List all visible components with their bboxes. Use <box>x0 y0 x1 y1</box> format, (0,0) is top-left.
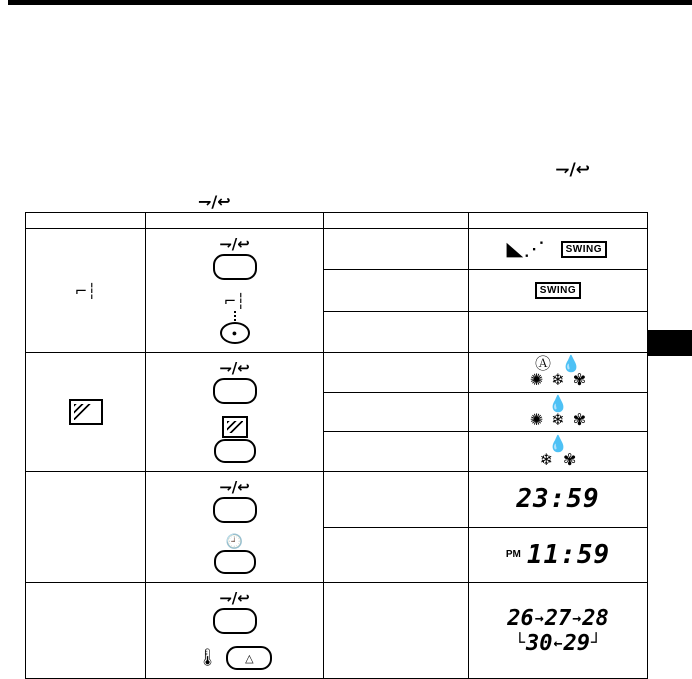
mode-button-label: ⇁/↩ <box>219 359 250 377</box>
row-swing-display-3 <box>469 311 648 352</box>
swing-button-label: ⇁/↩ <box>219 235 250 253</box>
loop-arrow-icon-top-right: ⇁/↩ <box>555 160 590 180</box>
snow-icon: ❄ <box>539 449 553 469</box>
row-mode-display-3 <box>469 432 648 472</box>
table-row <box>26 583 648 679</box>
row-temp-display <box>469 583 648 679</box>
row-mode-display-1 <box>469 353 648 393</box>
row-mode-display-2 <box>469 392 648 432</box>
louver-pointer-icon: ⌐┆ <box>223 292 246 310</box>
row-clock-button-cell <box>146 472 324 583</box>
clock-meridiem: PM <box>505 549 521 561</box>
temp-sequence-bottom <box>515 631 602 656</box>
auto-A-icon: Ⓐ <box>535 354 552 374</box>
arrow-right-icon: → <box>572 609 582 627</box>
drop-icon: 💧 <box>561 354 581 374</box>
drop-icon: 💧 <box>548 393 568 413</box>
row-swing-state-2 <box>324 270 469 311</box>
temp-value-26: 26 <box>507 605 534 631</box>
swing-badge-2: SWING <box>535 282 581 299</box>
clock-loop-button[interactable] <box>213 497 257 523</box>
louver-swing-icon: ◣⋰ <box>506 238 546 261</box>
row-temp-function-cell <box>26 583 146 679</box>
wrap-right-icon: ┘ <box>591 633 602 653</box>
row-temp-button-cell <box>146 583 324 679</box>
operation-table <box>25 212 648 679</box>
row-clock-state-1 <box>324 472 469 528</box>
fan-icon: ✾ <box>572 370 587 390</box>
table-header-row <box>26 213 648 229</box>
row-clock-state-2 <box>324 527 469 583</box>
row-clock-display-12h <box>469 527 648 583</box>
drop-icon: 💧 <box>548 433 568 453</box>
table-row <box>26 353 648 393</box>
wrap-left-icon: └ <box>514 633 525 653</box>
page-side-tab <box>648 330 692 356</box>
fan-icon: ✾ <box>563 449 577 469</box>
row-clock-function-cell <box>26 472 146 583</box>
table-row <box>26 229 648 270</box>
sun-icon: ✺ <box>529 409 544 429</box>
swing-badge-1: SWING <box>561 241 607 258</box>
table-header-cell-3 <box>324 213 469 229</box>
connector-dotted-line <box>234 311 236 321</box>
loop-arrow-icon-above-table: ⇁/↩ <box>198 192 231 211</box>
triangle-button-icon[interactable]: △ <box>226 646 272 670</box>
thermometer-icon: 🌡 <box>196 648 219 668</box>
arrow-left-icon: ← <box>553 634 563 652</box>
mode-button[interactable] <box>214 439 256 463</box>
temp-value-27: 27 <box>544 605 572 631</box>
row-temp-state-1 <box>324 583 469 679</box>
arrow-right-icon: → <box>534 609 544 627</box>
louver-icon: ⌐┆ <box>74 281 97 300</box>
temp-sequence-top <box>507 606 609 631</box>
clock-button-label: ⇁/↩ <box>219 478 250 496</box>
row-mode-state-3 <box>324 432 469 472</box>
row-clock-display-24h <box>469 472 648 528</box>
table-row <box>26 472 648 528</box>
clock-value-24h: 23:59 <box>516 484 600 515</box>
temp-value-28: 28 <box>582 605 609 631</box>
row-swing-function-cell <box>26 229 146 353</box>
mode-loop-button[interactable] <box>213 378 257 404</box>
row-swing-display-2 <box>469 270 648 311</box>
row-mode-function-cell <box>26 353 146 472</box>
clock-value-12h: 11:59 <box>526 539 611 570</box>
round-knob-icon[interactable]: ● <box>220 322 250 344</box>
clock-icon: 🕘 <box>225 534 244 550</box>
table-header-cell-2 <box>146 213 324 229</box>
row-swing-state-3 <box>324 311 469 352</box>
temp-value-30: 30 <box>525 630 553 656</box>
row-swing-state-1 <box>324 229 469 270</box>
row-mode-button-cell <box>146 353 324 472</box>
page-top-rule <box>8 0 692 5</box>
clock-button[interactable] <box>214 550 256 574</box>
mode-select-icon <box>222 416 248 438</box>
snow-icon: ❄ <box>551 409 565 429</box>
temp-loop-button[interactable] <box>213 608 257 634</box>
table-header-cell-1 <box>26 213 146 229</box>
mode-icon <box>69 399 103 425</box>
snow-icon: ❄ <box>551 370 565 390</box>
sun-icon: ✺ <box>529 370 544 390</box>
temp-value-29: 29 <box>563 630 591 656</box>
row-mode-state-1 <box>324 353 469 393</box>
swing-button[interactable] <box>213 254 257 280</box>
row-swing-button-cell <box>146 229 324 353</box>
table-header-cell-4 <box>469 213 648 229</box>
row-mode-state-2 <box>324 392 469 432</box>
row-swing-display-1 <box>469 229 648 270</box>
temp-button-label: ⇁/↩ <box>219 589 250 607</box>
fan-icon: ✾ <box>572 409 587 429</box>
